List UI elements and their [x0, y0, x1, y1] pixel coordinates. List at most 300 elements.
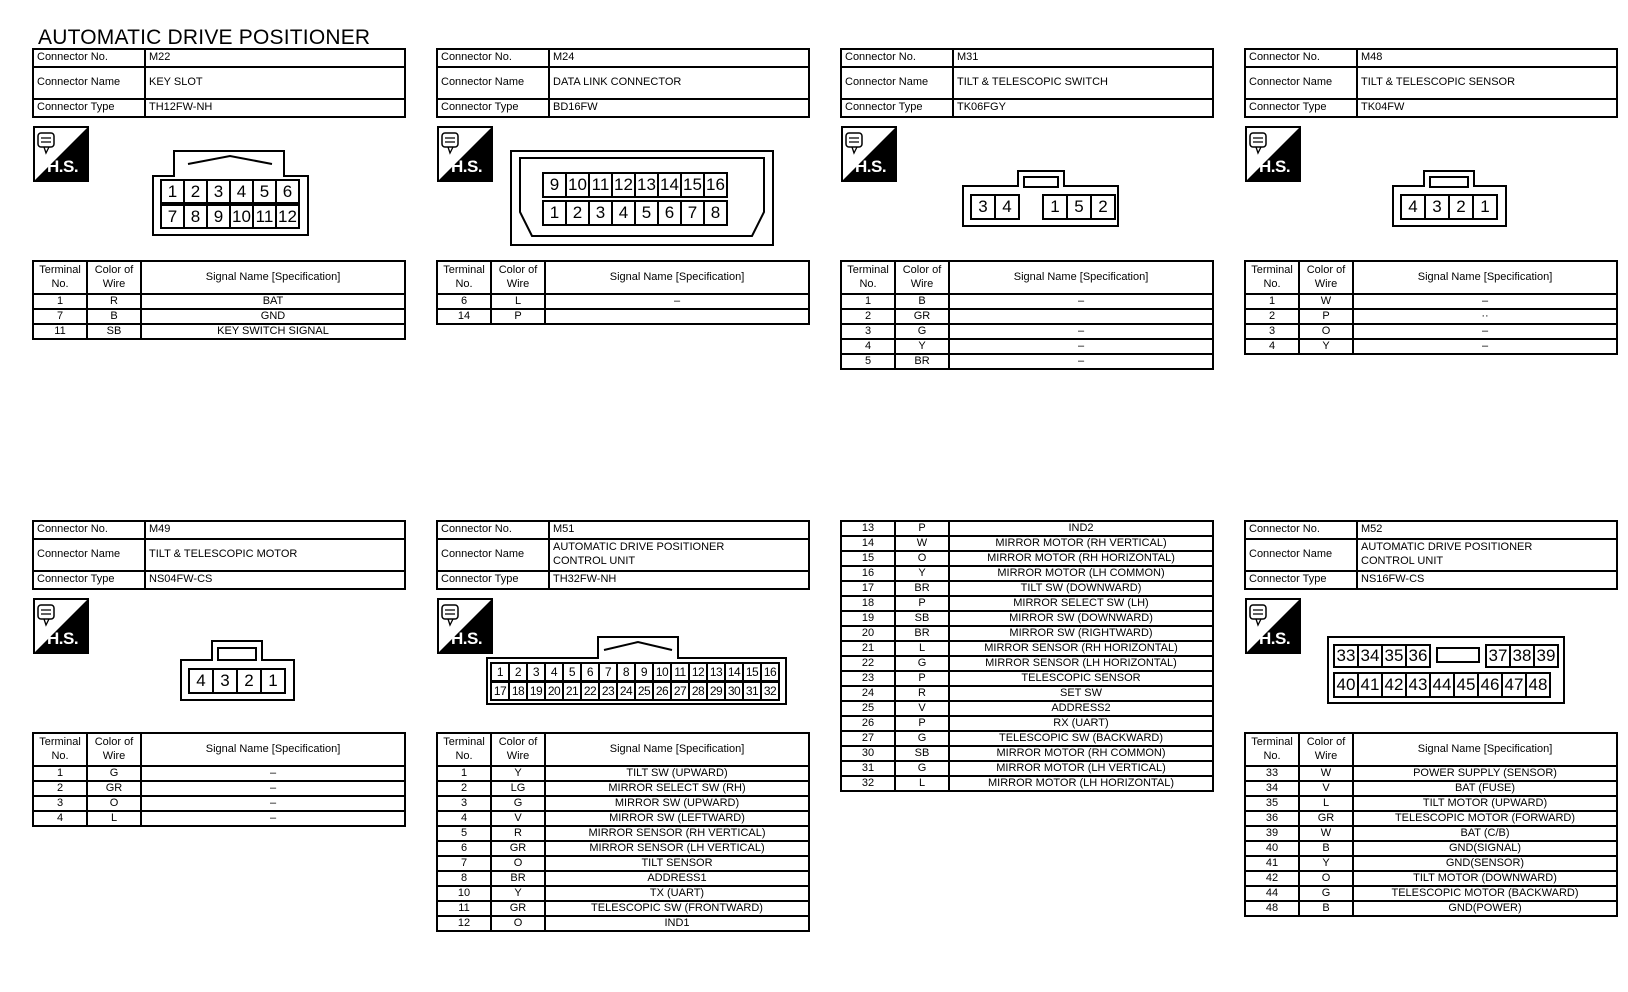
pin-row-bottom	[160, 204, 298, 229]
wire-color: O	[87, 796, 141, 811]
signal-name: –	[949, 324, 1213, 339]
terminal-no: 3	[437, 796, 491, 811]
pin-row-top-left	[1333, 644, 1429, 668]
connector-pin: 23	[598, 681, 618, 701]
terminal-no: 18	[841, 596, 895, 611]
table-row	[33, 781, 405, 796]
connector-type-value: TK04FW	[1357, 99, 1617, 117]
signal-name: MIRROR MOTOR (RH COMMON)	[949, 746, 1213, 761]
table-row	[841, 626, 1213, 641]
terminal-table-m52	[1244, 732, 1618, 917]
signal-name: ··	[1353, 309, 1617, 324]
connector-type-label: Connector Type	[33, 99, 145, 117]
signal-name: MIRROR MOTOR (LH VERTICAL)	[949, 761, 1213, 776]
pin-row	[188, 668, 284, 694]
connector-pin: 37	[1485, 644, 1511, 668]
terminal-no-header: Terminal No.	[437, 733, 491, 766]
connector-no-label: Connector No.	[841, 49, 953, 67]
connector-pin: 20	[544, 681, 564, 701]
connector-pin: 15	[680, 172, 705, 198]
wire-color: O	[491, 916, 545, 931]
signal-name: POWER SUPPLY (SENSOR)	[1353, 766, 1617, 781]
connector-pin: 4	[611, 200, 636, 226]
hs-badge-label: H.S.	[1259, 157, 1291, 176]
connector-no-label: Connector No.	[1245, 49, 1357, 67]
connector-pin: 40	[1333, 672, 1359, 698]
signal-name: MIRROR SELECT SW (LH)	[949, 596, 1213, 611]
connector-pin: 13	[634, 172, 659, 198]
wire-color: GR	[87, 781, 141, 796]
terminal-no: 11	[33, 324, 87, 339]
terminal-table-m22	[32, 260, 406, 340]
terminal-no: 3	[33, 796, 87, 811]
terminal-no-header: Terminal No.	[1245, 733, 1299, 766]
connector-info-table	[436, 48, 810, 118]
signal-name: GND(POWER)	[1353, 901, 1617, 916]
wire-color: R	[87, 294, 141, 309]
wire-color: Y	[895, 339, 949, 354]
wire-color: G	[491, 796, 545, 811]
connector-type-value: NS16FW-CS	[1357, 571, 1617, 589]
terminal-no: 27	[841, 731, 895, 746]
terminal-no: 33	[1245, 766, 1299, 781]
table-row	[437, 886, 809, 901]
wire-color: W	[1299, 766, 1353, 781]
signal-name: GND	[141, 309, 405, 324]
wire-color: P	[895, 596, 949, 611]
harness-side-icon	[1245, 598, 1301, 654]
table-row	[1245, 324, 1617, 339]
terminal-no: 16	[841, 566, 895, 581]
signal-name: MIRROR SENSOR (RH VERTICAL)	[545, 826, 809, 841]
connector-pin: 33	[1333, 644, 1359, 668]
wire-color: O	[491, 856, 545, 871]
connector-pin: 34	[1357, 644, 1383, 668]
connector-pin: 4	[1400, 194, 1426, 220]
terminal-no: 42	[1245, 871, 1299, 886]
terminal-no: 19	[841, 611, 895, 626]
signal-name: MIRROR SELECT SW (RH)	[545, 781, 809, 796]
connector-m31	[840, 48, 1214, 118]
harness-side-icon	[1245, 126, 1301, 182]
table-row	[841, 339, 1213, 354]
terminal-no: 4	[841, 339, 895, 354]
table-row	[841, 536, 1213, 551]
signal-name: –	[1353, 294, 1617, 309]
terminal-no: 7	[437, 856, 491, 871]
terminal-no: 4	[1245, 339, 1299, 354]
terminal-header-row	[33, 261, 405, 294]
connector-pin: 5	[562, 662, 582, 682]
connector-info-table	[32, 520, 406, 590]
signal-name: TELESCOPIC SW (BACKWARD)	[949, 731, 1213, 746]
connector-pin: 5	[252, 179, 277, 204]
wire-color: L	[491, 294, 545, 309]
wire-color: B	[895, 294, 949, 309]
connector-pin: 22	[580, 681, 600, 701]
connector-pin: 14	[724, 662, 744, 682]
hs-badge-label: H.S.	[855, 157, 887, 176]
connector-name-line1: AUTOMATIC DRIVE POSITIONER	[1361, 541, 1533, 554]
connector-pin: 1	[260, 668, 286, 694]
signal-name: –	[1353, 339, 1617, 354]
terminal-no-header: Terminal No.	[33, 261, 87, 294]
connector-no-label: Connector No.	[1245, 521, 1357, 539]
terminal-header-row	[1245, 261, 1617, 294]
connector-pin: 28	[688, 681, 708, 701]
wire-color: GR	[491, 841, 545, 856]
signal-name-header: Signal Name [Specification]	[545, 261, 809, 294]
color-of-wire-header: Color of Wire	[1299, 733, 1353, 766]
color-of-wire-header: Color of Wire	[491, 733, 545, 766]
terminal-no: 21	[841, 641, 895, 656]
signal-name: MIRROR MOTOR (RH VERTICAL)	[949, 536, 1213, 551]
table-row	[437, 294, 809, 309]
wire-color: BR	[895, 354, 949, 369]
wire-color: G	[1299, 886, 1353, 901]
terminal-table-m51	[436, 732, 810, 932]
table-row	[841, 671, 1213, 686]
terminal-no: 23	[841, 671, 895, 686]
connector-pin: 3	[970, 194, 996, 220]
table-row	[1245, 339, 1617, 354]
connector-pin: 13	[706, 662, 726, 682]
connector-pin: 2	[236, 668, 262, 694]
connector-pin: 6	[275, 179, 300, 204]
terminal-no: 2	[33, 781, 87, 796]
wire-color: L	[1299, 796, 1353, 811]
signal-name: –	[949, 354, 1213, 369]
wire-color: V	[1299, 781, 1353, 796]
terminal-header-row	[437, 261, 809, 294]
signal-name-header: Signal Name [Specification]	[141, 733, 405, 766]
hs-badge-label: H.S.	[451, 629, 483, 648]
terminal-no: 2	[841, 309, 895, 324]
signal-name: MIRROR MOTOR (LH COMMON)	[949, 566, 1213, 581]
terminal-no: 5	[437, 826, 491, 841]
signal-name-header: Signal Name [Specification]	[1353, 733, 1617, 766]
connector-m49	[32, 520, 406, 590]
connector-pin: 9	[206, 204, 231, 229]
connector-pin: 3	[212, 668, 238, 694]
connector-name-label: Connector Name	[1245, 539, 1357, 571]
pin-row	[1400, 194, 1496, 220]
connector-pin: 2	[508, 662, 528, 682]
page-title: AUTOMATIC DRIVE POSITIONER	[38, 26, 371, 49]
wire-color: P	[491, 309, 545, 324]
connector-pin: 4	[544, 662, 564, 682]
table-row	[437, 811, 809, 826]
connector-pin: 14	[657, 172, 682, 198]
connector-m51	[436, 520, 810, 590]
wire-color: P	[895, 521, 949, 536]
table-row	[841, 716, 1213, 731]
harness-side-icon	[841, 126, 897, 182]
connector-pin: 1	[542, 200, 567, 226]
connector-pin: 1	[160, 179, 185, 204]
signal-name-header: Signal Name [Specification]	[545, 733, 809, 766]
hs-badge-label: H.S.	[47, 157, 79, 176]
table-row	[437, 309, 809, 324]
connector-pin: 3	[588, 200, 613, 226]
connector-type-label: Connector Type	[1245, 571, 1357, 589]
pin-row-bottom	[490, 681, 778, 701]
wire-color: G	[895, 656, 949, 671]
wire-color: BR	[491, 871, 545, 886]
connector-pin: 2	[183, 179, 208, 204]
terminal-header-row	[437, 733, 809, 766]
terminal-no: 8	[437, 871, 491, 886]
color-of-wire-header: Color of Wire	[895, 261, 949, 294]
connector-pin: 8	[616, 662, 636, 682]
terminal-no: 26	[841, 716, 895, 731]
connector-pin: 1	[490, 662, 510, 682]
connector-info-table	[32, 48, 406, 118]
connector-type-label: Connector Type	[437, 571, 549, 589]
connector-name-value	[1357, 539, 1617, 571]
wire-color: B	[1299, 841, 1353, 856]
signal-name: MIRROR MOTOR (LH HORIZONTAL)	[949, 776, 1213, 791]
table-row	[1245, 871, 1617, 886]
signal-name: –	[141, 766, 405, 781]
connector-pin: 9	[542, 172, 567, 198]
wire-color: G	[895, 761, 949, 776]
signal-name: MIRROR SENSOR (LH HORIZONTAL)	[949, 656, 1213, 671]
signal-name: –	[141, 811, 405, 826]
wire-color: R	[895, 686, 949, 701]
terminal-no: 39	[1245, 826, 1299, 841]
connector-name-line2: CONTROL UNIT	[1361, 555, 1444, 567]
table-row	[437, 781, 809, 796]
table-row	[437, 841, 809, 856]
signal-name: MIRROR SW (LEFTWARD)	[545, 811, 809, 826]
table-row	[33, 324, 405, 339]
connector-pin: 46	[1477, 672, 1503, 698]
connector-pin: 4	[188, 668, 214, 694]
table-row	[841, 566, 1213, 581]
connector-type-value: BD16FW	[549, 99, 809, 117]
connector-no-value: M49	[145, 521, 405, 539]
connector-pin: 8	[703, 200, 728, 226]
pin-row-top	[160, 179, 298, 204]
terminal-no: 5	[841, 354, 895, 369]
wire-color: B	[1299, 901, 1353, 916]
connector-pin: 10	[652, 662, 672, 682]
connector-pin: 3	[206, 179, 231, 204]
connector-pin: 26	[652, 681, 672, 701]
pin-row-top	[542, 172, 726, 198]
table-row	[437, 916, 809, 931]
signal-name-header: Signal Name [Specification]	[141, 261, 405, 294]
table-row	[437, 766, 809, 781]
connector-pin: 2	[565, 200, 590, 226]
connector-pin: 10	[229, 204, 254, 229]
table-row	[437, 856, 809, 871]
wire-color: GR	[895, 309, 949, 324]
terminal-table-m31	[840, 260, 1214, 370]
signal-name: MIRROR SW (UPWARD)	[545, 796, 809, 811]
wire-color: SB	[895, 611, 949, 626]
connector-pin: 12	[275, 204, 300, 229]
pin-row-bottom	[542, 200, 726, 226]
table-row	[841, 309, 1213, 324]
signal-name: TELESCOPIC MOTOR (FORWARD)	[1353, 811, 1617, 826]
terminal-table-m49	[32, 732, 406, 827]
table-row	[841, 551, 1213, 566]
connector-pin: 11	[588, 172, 613, 198]
pin-row-top-right	[1485, 644, 1557, 668]
terminal-no-header: Terminal No.	[33, 733, 87, 766]
pin-row-top	[490, 662, 778, 682]
wire-color: Y	[491, 886, 545, 901]
terminal-no: 1	[841, 294, 895, 309]
connector-no-label: Connector No.	[437, 521, 549, 539]
wire-color: L	[87, 811, 141, 826]
connector-pin: 35	[1381, 644, 1407, 668]
terminal-no: 11	[437, 901, 491, 916]
connector-pin: 15	[742, 662, 762, 682]
signal-name: –	[949, 294, 1213, 309]
table-row	[841, 294, 1213, 309]
connector-name-value: TILT & TELESCOPIC MOTOR	[145, 539, 405, 571]
signal-name: MIRROR MOTOR (RH HORIZONTAL)	[949, 551, 1213, 566]
table-row	[841, 761, 1213, 776]
signal-name: MIRROR SENSOR (LH VERTICAL)	[545, 841, 809, 856]
wire-color: L	[895, 641, 949, 656]
color-of-wire-header: Color of Wire	[1299, 261, 1353, 294]
hs-badge-label: H.S.	[47, 629, 79, 648]
terminal-no: 35	[1245, 796, 1299, 811]
signal-name: GND(SIGNAL)	[1353, 841, 1617, 856]
terminal-no: 4	[437, 811, 491, 826]
terminal-table-m24	[436, 260, 810, 325]
connector-name-value: TILT & TELESCOPIC SENSOR	[1357, 67, 1617, 99]
table-row	[437, 901, 809, 916]
table-row	[437, 871, 809, 886]
table-row	[841, 324, 1213, 339]
table-row	[1245, 886, 1617, 901]
terminal-no: 2	[437, 781, 491, 796]
connector-m48	[1244, 48, 1618, 118]
color-of-wire-header: Color of Wire	[87, 261, 141, 294]
connector-pin: 27	[670, 681, 690, 701]
connector-name-value: DATA LINK CONNECTOR	[549, 67, 809, 99]
terminal-no: 6	[437, 294, 491, 309]
signal-name: ADDRESS2	[949, 701, 1213, 716]
terminal-no: 22	[841, 656, 895, 671]
terminal-header-row	[841, 261, 1213, 294]
signal-name: IND2	[949, 521, 1213, 536]
table-row	[1245, 294, 1617, 309]
terminal-no: 12	[437, 916, 491, 931]
connector-pin: 7	[598, 662, 618, 682]
table-row	[841, 354, 1213, 369]
harness-side-icon	[33, 126, 89, 182]
wire-color: O	[895, 551, 949, 566]
signal-name: –	[545, 294, 809, 309]
connector-pin: 45	[1453, 672, 1479, 698]
terminal-no: 3	[841, 324, 895, 339]
wire-color: GR	[1299, 811, 1353, 826]
signal-name: GND(SENSOR)	[1353, 856, 1617, 871]
table-row	[33, 766, 405, 781]
terminal-no: 14	[841, 536, 895, 551]
connector-name-label: Connector Name	[841, 67, 953, 99]
connector-type-value: TH32FW-NH	[549, 571, 809, 589]
table-row	[841, 776, 1213, 791]
terminal-header-row	[33, 733, 405, 766]
connector-pin: 8	[183, 204, 208, 229]
connector-type-label: Connector Type	[841, 99, 953, 117]
terminal-no: 14	[437, 309, 491, 324]
table-row	[1245, 811, 1617, 826]
table-row	[1245, 841, 1617, 856]
terminal-no: 31	[841, 761, 895, 776]
connector-pin: 6	[580, 662, 600, 682]
wire-color: B	[87, 309, 141, 324]
connector-pin: 16	[760, 662, 780, 682]
pin-row-left	[970, 194, 1018, 220]
connector-pin: 47	[1501, 672, 1527, 698]
wire-color: O	[1299, 871, 1353, 886]
connector-name-label: Connector Name	[33, 539, 145, 571]
signal-name: TILT SENSOR	[545, 856, 809, 871]
connector-pin: 42	[1381, 672, 1407, 698]
harness-side-icon	[33, 598, 89, 654]
harness-side-icon	[437, 126, 493, 182]
connector-name-value: TILT & TELESCOPIC SWITCH	[953, 67, 1213, 99]
connector-pin: 19	[526, 681, 546, 701]
terminal-no: 36	[1245, 811, 1299, 826]
signal-name: –	[141, 796, 405, 811]
connector-info-table	[1244, 520, 1618, 590]
connector-type-label: Connector Type	[33, 571, 145, 589]
wire-color: P	[895, 716, 949, 731]
terminal-no: 2	[1245, 309, 1299, 324]
terminal-no: 6	[437, 841, 491, 856]
wire-color: G	[895, 731, 949, 746]
signal-name-header: Signal Name [Specification]	[1353, 261, 1617, 294]
connector-no-value: M22	[145, 49, 405, 67]
connector-pin: 7	[160, 204, 185, 229]
connector-pin: 2	[1448, 194, 1474, 220]
connector-no-value: M51	[549, 521, 809, 539]
connector-pin: 32	[760, 681, 780, 701]
connector-pin: 3	[1424, 194, 1450, 220]
terminal-no: 15	[841, 551, 895, 566]
connector-pin: 16	[703, 172, 728, 198]
connector-pin: 41	[1357, 672, 1383, 698]
terminal-table-m51-continued	[840, 520, 1214, 792]
signal-name: KEY SWITCH SIGNAL	[141, 324, 405, 339]
table-row	[841, 611, 1213, 626]
wire-color: Y	[895, 566, 949, 581]
connector-pin: 21	[562, 681, 582, 701]
terminal-no: 1	[33, 294, 87, 309]
wire-color: W	[1299, 294, 1353, 309]
connector-pin: 4	[994, 194, 1020, 220]
connector-pin: 18	[508, 681, 528, 701]
wire-color: Y	[1299, 856, 1353, 871]
table-row	[33, 309, 405, 324]
signal-name: BAT	[141, 294, 405, 309]
wire-color: G	[87, 766, 141, 781]
connector-m22	[32, 48, 406, 118]
terminal-no: 4	[33, 811, 87, 826]
connector-info-table	[840, 48, 1214, 118]
connector-no-value: M48	[1357, 49, 1617, 67]
terminal-no: 3	[1245, 324, 1299, 339]
